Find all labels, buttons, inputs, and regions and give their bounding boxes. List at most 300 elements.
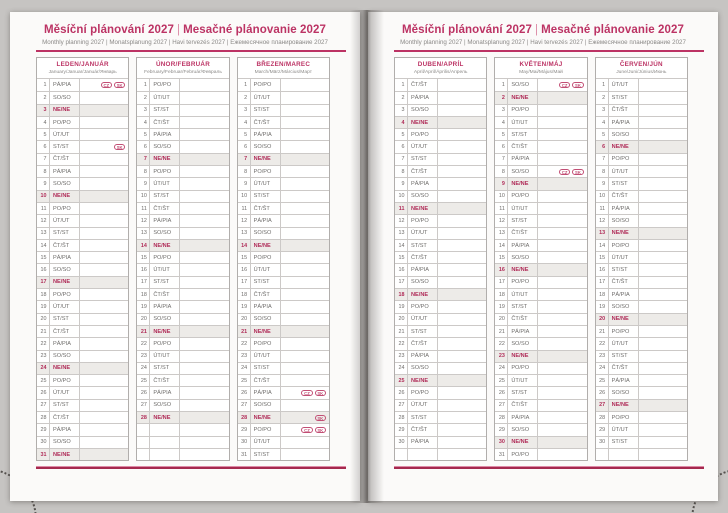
notes-cell: [80, 351, 128, 362]
notes-cell: [281, 117, 329, 128]
day-row: [596, 79, 687, 91]
day-row: [37, 263, 128, 275]
notes-cell: [639, 264, 687, 275]
day-number: 24: [137, 363, 150, 374]
day-row: [596, 202, 687, 214]
day-name: ÚT/UT: [508, 375, 538, 386]
day-name: NE/NE: [150, 240, 180, 251]
day-row: [137, 350, 228, 362]
notes-cell: [80, 338, 128, 349]
notes-cell: [538, 240, 586, 251]
day-row: [137, 79, 228, 91]
day-row: [395, 140, 486, 152]
day-number: 2: [37, 92, 50, 103]
day-number: 26: [37, 387, 50, 398]
day-row: [238, 288, 329, 300]
day-row: [395, 165, 486, 177]
day-number: 21: [37, 326, 50, 337]
day-number: 11: [37, 203, 50, 214]
day-name: ÚT/UT: [609, 424, 639, 435]
day-number: 24: [37, 363, 50, 374]
notes-cell: [438, 92, 486, 103]
notes-cell: [80, 301, 128, 312]
day-row: [495, 448, 586, 460]
day-name: ST/ST: [508, 129, 538, 140]
day-name: ČT/ŠT: [251, 289, 281, 300]
day-row: [495, 350, 586, 362]
day-name: ÚT/UT: [609, 338, 639, 349]
day-row: [596, 436, 687, 448]
day-row: [495, 251, 586, 263]
day-name: PO/PO: [150, 79, 180, 91]
day-number: 26: [596, 387, 609, 398]
day-row: [238, 448, 329, 460]
day-number: 26: [137, 387, 150, 398]
day-number: 3: [37, 105, 50, 116]
day-number: 17: [137, 277, 150, 288]
day-number: 20: [238, 314, 251, 325]
day-row: [596, 128, 687, 140]
day-row: [495, 436, 586, 448]
day-name: SO/SO: [50, 264, 80, 275]
day-row: [37, 423, 128, 435]
day-number: 22: [495, 338, 508, 349]
notes-cell: [180, 215, 228, 226]
notes-cell: [438, 289, 486, 300]
day-row: [395, 362, 486, 374]
notes-cell: [180, 264, 228, 275]
notes-cell: [538, 117, 586, 128]
notes-cell: [538, 326, 586, 337]
day-row: [238, 411, 329, 423]
notes-cell: [438, 79, 486, 91]
day-number: 7: [495, 154, 508, 165]
notes-cell: [80, 314, 128, 325]
day-number: 13: [495, 228, 508, 239]
notes-cell: [438, 424, 486, 435]
day-number: 14: [238, 240, 251, 251]
day-number: 1: [238, 79, 251, 91]
day-row: [137, 202, 228, 214]
day-name: PO/PO: [50, 203, 80, 214]
day-number: 11: [238, 203, 251, 214]
day-number: 29: [37, 424, 50, 435]
day-row: [596, 91, 687, 103]
day-number: 24: [596, 363, 609, 374]
holiday-badge-sk: SK: [315, 427, 326, 433]
day-row: [395, 288, 486, 300]
notes-cell: [438, 117, 486, 128]
day-number: 5: [37, 129, 50, 140]
day-number: 14: [495, 240, 508, 251]
notes-cell: [538, 178, 586, 189]
notes-cell: [639, 277, 687, 288]
day-name: ČT/ŠT: [150, 117, 180, 128]
day-row: [238, 436, 329, 448]
day-row: [495, 337, 586, 349]
day-row: [495, 423, 586, 435]
month-title: ČERVEN/JÚN: [619, 61, 663, 68]
day-name: ST/ST: [251, 363, 281, 374]
day-number: 13: [238, 228, 251, 239]
day-row: [596, 116, 687, 128]
day-name: NE/NE: [251, 412, 281, 423]
day-name: ČT/ŠT: [508, 314, 538, 325]
day-row: [37, 313, 128, 325]
notes-cell: [180, 92, 228, 103]
day-row: [238, 190, 329, 202]
day-number: 8: [37, 166, 50, 177]
day-row: [238, 399, 329, 411]
day-row: [395, 202, 486, 214]
day-number: 28: [137, 412, 150, 423]
day-name: ÚT/UT: [609, 79, 639, 91]
day-name: SO/SO: [408, 363, 438, 374]
day-number: 15: [238, 252, 251, 263]
notes-cell: [639, 449, 687, 460]
day-row: [37, 202, 128, 214]
day-row: [238, 276, 329, 288]
day-number: 16: [495, 264, 508, 275]
day-number: 2: [238, 92, 251, 103]
day-number: 24: [395, 363, 408, 374]
day-name: PÁ/PIA: [251, 129, 281, 140]
day-name: SO/SO: [251, 400, 281, 411]
notes-cell: [80, 449, 128, 460]
holiday-badge-sk: SK: [315, 390, 326, 396]
notes-cell: [438, 129, 486, 140]
day-number: 5: [495, 129, 508, 140]
day-name: ST/ST: [150, 105, 180, 116]
notes-cell: [80, 326, 128, 337]
notes-cell: [538, 314, 586, 325]
day-row: [395, 214, 486, 226]
day-name: ST/ST: [150, 363, 180, 374]
day-number: 22: [395, 338, 408, 349]
day-number: 10: [596, 191, 609, 202]
day-number: 26: [495, 387, 508, 398]
day-number: 17: [395, 277, 408, 288]
notes-cell: [538, 129, 586, 140]
day-name: ST/ST: [251, 105, 281, 116]
day-row: [495, 263, 586, 275]
day-row: [596, 362, 687, 374]
notes-cell: [180, 117, 228, 128]
day-row: [37, 325, 128, 337]
notes-cell: [438, 400, 486, 411]
day-row: [137, 116, 228, 128]
notes-cell: [80, 117, 128, 128]
notes-cell: [639, 117, 687, 128]
notes-cell: [180, 387, 228, 398]
notes-cell: [180, 154, 228, 165]
day-name: PÁ/PIA: [609, 117, 639, 128]
day-number: 31: [238, 449, 251, 460]
day-row: [238, 350, 329, 362]
day-number: 30: [37, 437, 50, 448]
day-row: [395, 190, 486, 202]
month-subtitle: June/Juni/Június/Июнь: [616, 70, 667, 75]
day-name: NE/NE: [408, 289, 438, 300]
day-row: [238, 386, 329, 398]
day-name: ST/ST: [150, 277, 180, 288]
month-grid: [238, 78, 329, 460]
day-number: [596, 449, 609, 460]
day-name: ÚT/UT: [251, 178, 281, 189]
notes-cell: [538, 387, 586, 398]
day-row: [238, 140, 329, 152]
day-row: [596, 313, 687, 325]
day-row: [395, 386, 486, 398]
day-name: ÚT/UT: [408, 314, 438, 325]
day-number: 19: [37, 301, 50, 312]
page-left: [10, 12, 360, 501]
day-number: 10: [238, 191, 251, 202]
day-name: PO/PO: [609, 240, 639, 251]
day-row: [495, 202, 586, 214]
notes-cell: [180, 363, 228, 374]
day-number: 10: [495, 191, 508, 202]
day-name: PO/PO: [50, 117, 80, 128]
day-row: [495, 288, 586, 300]
day-row: [596, 350, 687, 362]
notes-cell: [281, 191, 329, 202]
day-row: [137, 140, 228, 152]
day-name: PO/PO: [150, 252, 180, 263]
notes-cell: [639, 252, 687, 263]
day-row: [495, 239, 586, 251]
day-number: 27: [137, 400, 150, 411]
day-number: 18: [596, 289, 609, 300]
day-number: 18: [238, 289, 251, 300]
day-number: 29: [596, 424, 609, 435]
notes-cell: [639, 289, 687, 300]
day-name: ST/ST: [50, 141, 80, 152]
day-row: [495, 104, 586, 116]
day-number: 12: [395, 215, 408, 226]
day-row: [137, 214, 228, 226]
day-name: [150, 424, 180, 435]
notes-cell: [281, 314, 329, 325]
day-number: 8: [596, 166, 609, 177]
notes-cell: [438, 363, 486, 374]
day-name: ST/ST: [408, 412, 438, 423]
notes-cell: [639, 166, 687, 177]
day-number: 19: [596, 301, 609, 312]
notes-cell: [438, 387, 486, 398]
notes-cell: [281, 289, 329, 300]
day-name: ČT/ŠT: [50, 326, 80, 337]
page-right: [368, 12, 718, 501]
day-number: 27: [238, 400, 251, 411]
day-row: [37, 116, 128, 128]
day-row: [495, 153, 586, 165]
day-name: ČT/ŠT: [408, 252, 438, 263]
day-number: 21: [137, 326, 150, 337]
day-number: 3: [596, 105, 609, 116]
day-number: [395, 449, 408, 460]
day-name: NE/NE: [609, 228, 639, 239]
day-row: [137, 337, 228, 349]
day-name: ČT/ŠT: [508, 400, 538, 411]
day-number: 6: [238, 141, 251, 152]
day-name: PÁ/PIA: [508, 154, 538, 165]
day-row: [238, 153, 329, 165]
day-name: ST/ST: [50, 400, 80, 411]
notes-cell: [639, 141, 687, 152]
notes-cell: [438, 154, 486, 165]
notes-cell: [281, 387, 329, 398]
day-number: 27: [37, 400, 50, 411]
day-number: 15: [395, 252, 408, 263]
notes-cell: [80, 203, 128, 214]
day-name: ČT/ŠT: [609, 105, 639, 116]
notes-cell: [180, 252, 228, 263]
notes-cell: [80, 129, 128, 140]
month-title: DUBEN/APRÍL: [417, 61, 464, 68]
day-number: 10: [37, 191, 50, 202]
day-number: 28: [37, 412, 50, 423]
day-row: [596, 423, 687, 435]
day-row: [137, 313, 228, 325]
day-row: [395, 411, 486, 423]
day-name: ÚT/UT: [408, 400, 438, 411]
day-name: ST/ST: [251, 191, 281, 202]
notes-cell: [538, 203, 586, 214]
day-row: [37, 436, 128, 448]
day-number: 15: [137, 252, 150, 263]
day-number: 9: [137, 178, 150, 189]
notes-cell: [639, 301, 687, 312]
day-number: 17: [37, 277, 50, 288]
notes-cell: [538, 301, 586, 312]
day-number: 8: [137, 166, 150, 177]
day-row: [137, 448, 228, 460]
notes-cell: [538, 338, 586, 349]
day-name: PO/PO: [408, 301, 438, 312]
day-name: ČT/ŠT: [150, 203, 180, 214]
day-number: 22: [596, 338, 609, 349]
notes-cell: [80, 178, 128, 189]
day-number: [137, 449, 150, 460]
day-name: PO/PO: [609, 412, 639, 423]
day-number: 9: [495, 178, 508, 189]
day-row: [37, 177, 128, 189]
day-name: SO/SO: [609, 215, 639, 226]
day-name: ÚT/UT: [408, 228, 438, 239]
notes-cell: [281, 240, 329, 251]
notes-cell: [438, 375, 486, 386]
day-row: [137, 399, 228, 411]
day-row: [238, 177, 329, 189]
day-row: [596, 239, 687, 251]
day-name: ÚT/UT: [609, 252, 639, 263]
day-row: [238, 362, 329, 374]
day-row: [238, 128, 329, 140]
notes-cell: [538, 166, 586, 177]
notes-cell: [639, 424, 687, 435]
day-row: [395, 104, 486, 116]
day-number: 16: [395, 264, 408, 275]
day-name: PO/PO: [508, 449, 538, 460]
notes-cell: [281, 154, 329, 165]
day-row: [495, 190, 586, 202]
day-row: [238, 214, 329, 226]
notes-cell: [281, 264, 329, 275]
day-row: [596, 300, 687, 312]
day-number: 12: [238, 215, 251, 226]
day-number: 28: [596, 412, 609, 423]
day-number: 23: [37, 351, 50, 362]
day-name: PÁ/PIA: [408, 437, 438, 448]
day-name: SO/SO: [408, 191, 438, 202]
day-row: [596, 227, 687, 239]
notes-cell: [438, 338, 486, 349]
day-row: [596, 411, 687, 423]
holiday-badge-sk: SK: [572, 82, 583, 88]
day-number: 20: [37, 314, 50, 325]
day-row: [238, 300, 329, 312]
page-subtitle: Monthly planning 2027 | Monatsplanung 2027 | Havi tervezés 2027 | Ежемесячное планирование 2027: [400, 39, 686, 46]
notes-cell: [538, 289, 586, 300]
notes-cell: [538, 375, 586, 386]
notes-cell: [180, 191, 228, 202]
day-row: [495, 374, 586, 386]
day-row: [37, 190, 128, 202]
day-number: 7: [596, 154, 609, 165]
notes-cell: [180, 166, 228, 177]
day-name: PO/PO: [150, 166, 180, 177]
day-number: 2: [395, 92, 408, 103]
day-row: [495, 362, 586, 374]
day-number: 16: [37, 264, 50, 275]
day-number: 25: [238, 375, 251, 386]
notes-cell: [639, 375, 687, 386]
day-number: 30: [596, 437, 609, 448]
notes-cell: [538, 141, 586, 152]
notes-cell: [180, 178, 228, 189]
day-name: SO/SO: [50, 178, 80, 189]
notes-cell: [180, 277, 228, 288]
notes-cell: [538, 424, 586, 435]
day-name: PÁ/PIA: [609, 375, 639, 386]
day-number: 29: [395, 424, 408, 435]
notes-cell: [639, 338, 687, 349]
notes-cell: [538, 412, 586, 423]
notes-cell: [438, 141, 486, 152]
day-number: 3: [137, 105, 150, 116]
day-name: PO/PO: [508, 191, 538, 202]
notes-cell: [80, 412, 128, 423]
notes-cell: [639, 79, 687, 91]
notes-cell: [438, 301, 486, 312]
day-name: PO/PO: [251, 79, 281, 91]
day-name: SO/SO: [251, 314, 281, 325]
day-name: ÚT/UT: [50, 129, 80, 140]
day-number: 9: [37, 178, 50, 189]
notes-cell: [80, 277, 128, 288]
notes-cell: [281, 326, 329, 337]
day-row: [395, 128, 486, 140]
months-row-left: [10, 52, 360, 461]
day-row: [495, 399, 586, 411]
notes-cell: [180, 203, 228, 214]
day-number: 3: [395, 105, 408, 116]
day-number: 2: [137, 92, 150, 103]
day-number: 21: [395, 326, 408, 337]
day-name: ST/ST: [609, 264, 639, 275]
day-row: [137, 423, 228, 435]
